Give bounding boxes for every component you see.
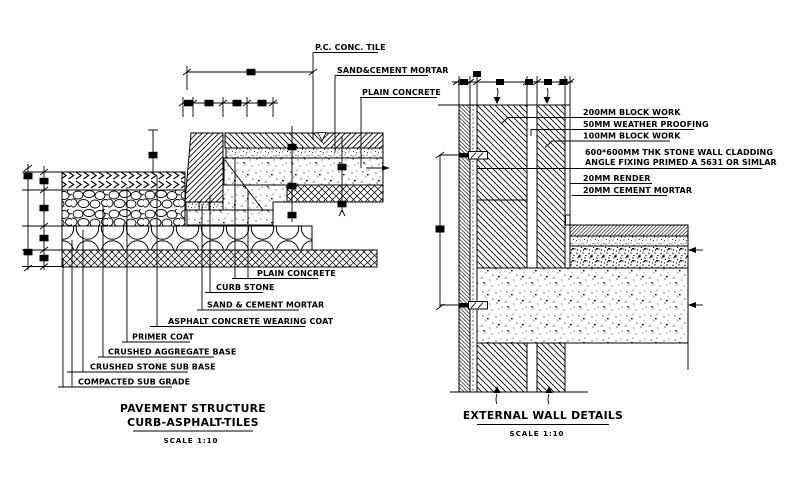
label-sand-cement-mortar-bottom: SAND & CEMENT MORTAR xyxy=(207,300,325,310)
label-sand-cement-mortar-top: SAND&CEMENT MORTAR xyxy=(337,66,449,75)
concrete-bed xyxy=(187,210,273,225)
pavement-title-line1: PAVEMENT STRUCTURE xyxy=(120,402,266,415)
block-200-upper xyxy=(477,105,527,268)
label-block-200: 200MM BLOCK WORK xyxy=(583,108,681,117)
label-cladding-line1: 600*600MM THK STONE WALL CLADDING xyxy=(585,148,774,157)
crushed-aggregate-base-layer xyxy=(62,190,185,226)
compacted-sub-grade-layer xyxy=(62,250,377,267)
floor-level-arrows xyxy=(688,247,703,308)
tile-hatch-left xyxy=(225,133,323,148)
label-plain-concrete-top: PLAIN CONCRETE xyxy=(362,88,441,97)
asphalt-wearing-coat-layer xyxy=(62,172,185,190)
label-curb-stone: CURB STONE xyxy=(216,283,275,292)
label-plain-concrete-bottom: PLAIN CONCRETE xyxy=(257,269,336,278)
block-100-lower xyxy=(537,343,565,392)
label-cladding-line2: ANGLE FIXING PRIMED A 5631 OR SIMLAR xyxy=(585,158,777,167)
label-cement-mortar: 20MM CEMENT MORTAR xyxy=(583,186,693,195)
label-weather-proofing: 50MM WEATHER PROOFING xyxy=(583,120,709,129)
tile-hatch-right xyxy=(323,133,383,148)
hatch-strip-under-concrete xyxy=(287,185,383,202)
stone-cladding-strip xyxy=(459,105,470,392)
label-block-100: 100MM BLOCK WORK xyxy=(583,131,681,141)
concrete-haunch xyxy=(223,185,287,210)
plain-concrete-strip xyxy=(224,158,383,185)
floor-screed-strip xyxy=(570,236,688,246)
label-render: 20MM RENDER xyxy=(583,174,651,183)
floor-fill-strip xyxy=(570,246,688,268)
label-wearing-coat: ASPHALT CONCRETE WEARING COAT xyxy=(168,317,334,326)
wall-scale: SCALE 1:10 xyxy=(509,429,565,438)
pavement-section xyxy=(62,133,383,268)
concrete-slab xyxy=(477,268,688,343)
label-sub-grade: COMPACTED SUB GRADE xyxy=(78,377,191,387)
leader-arrow xyxy=(382,166,390,171)
label-primer-coat: PRIMER COAT xyxy=(132,332,194,342)
wall-title: EXTERNAL WALL DETAILS xyxy=(462,409,624,422)
label-pc-conc-tile: P.C. CONC. TILE xyxy=(315,43,386,52)
crushed-stone-sub-base-layer xyxy=(62,226,312,250)
skirting xyxy=(566,215,571,225)
wall-title-block xyxy=(463,409,623,438)
pavement-scale: SCALE 1:10 xyxy=(163,436,219,445)
pavement-title-line2: CURB-ASPHALT-TILES xyxy=(127,416,259,429)
floor-tile-strip xyxy=(570,225,688,236)
label-stone-sub-base: CRUSHED STONE SUB BASE xyxy=(90,362,216,372)
block-200-lower xyxy=(477,343,527,392)
label-aggregate-base: CRUSHED AGGREGATE BASE xyxy=(108,347,237,357)
mortar-bed xyxy=(186,202,223,210)
curb-stone-shape xyxy=(185,133,223,202)
pavement-title-block xyxy=(120,402,266,445)
mortar-strip xyxy=(226,148,383,158)
